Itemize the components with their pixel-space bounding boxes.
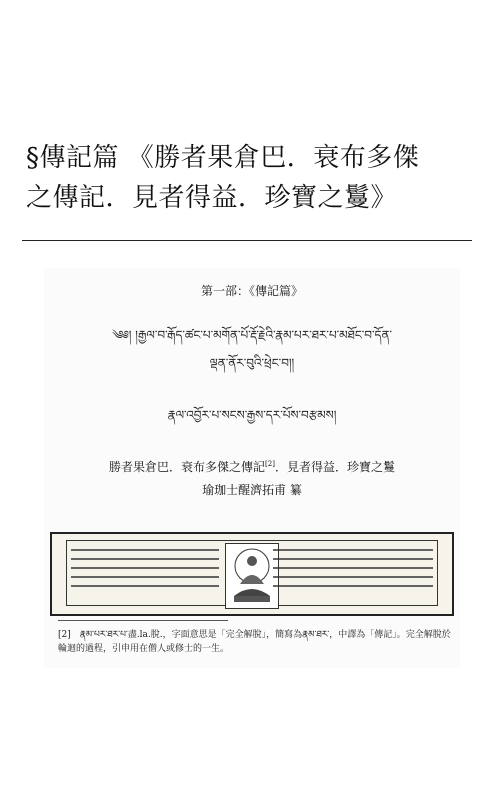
- tibetan-title-line-1: ༄༅། །རྒྱལ་བ་རྒོད་ཚང་པ་མགོན་པོ་རྡོ་རྗེའི་རྣམ་པར་ཐར་པ་མཐོང་བ་དོན་: [112, 328, 392, 342]
- folio-left-text: [71, 545, 219, 601]
- tibetan-author-line: རྣལ་འབྱོར་པ་སངས་རྒྱས་དར་པོས་བརྩམས།: [167, 408, 337, 422]
- divider: [22, 240, 472, 241]
- tibetan-title-line-2: ལྡན་ནོར་བུའི་ཕྲེང་བ།།: [209, 356, 295, 370]
- scanned-page: [44, 268, 460, 668]
- footnote-marker: [2]: [265, 460, 275, 468]
- footnote-rule: [58, 620, 228, 621]
- folio-frame: [66, 540, 438, 606]
- section-heading: [26, 138, 476, 218]
- chinese-title-part-b: ．見者得益．珍寶之鬘: [274, 460, 395, 474]
- folio-right-text: [273, 545, 433, 601]
- translator-credit: 瑜珈士醒濟拓甫 纂: [202, 483, 302, 497]
- buddha-figure-icon: [225, 543, 279, 609]
- part-title: 第一部：《傳記篇》: [200, 284, 303, 298]
- tibetan-folio-image: [50, 532, 454, 616]
- footnote-text: [2] རྣམ་པར་ཐར་པ་盡.la.脫.，字面意思是「完全解脫」，簡寫為རྣམ་ཐར་，中譯為「傳記」。完全解脫於輪迴的過程，引申用在僧人或修士的一生。: [58, 630, 451, 654]
- chinese-title-part-a: 勝者果倉巴．衰布多傑之傳記: [109, 460, 266, 474]
- heading-line-1: §傳記篇 《勝者果倉巴．衰布多傑: [26, 143, 420, 173]
- chinese-title: [44, 458, 460, 475]
- heading-line-2: 之傳記．見者得益．珍寶之鬘》: [26, 183, 398, 213]
